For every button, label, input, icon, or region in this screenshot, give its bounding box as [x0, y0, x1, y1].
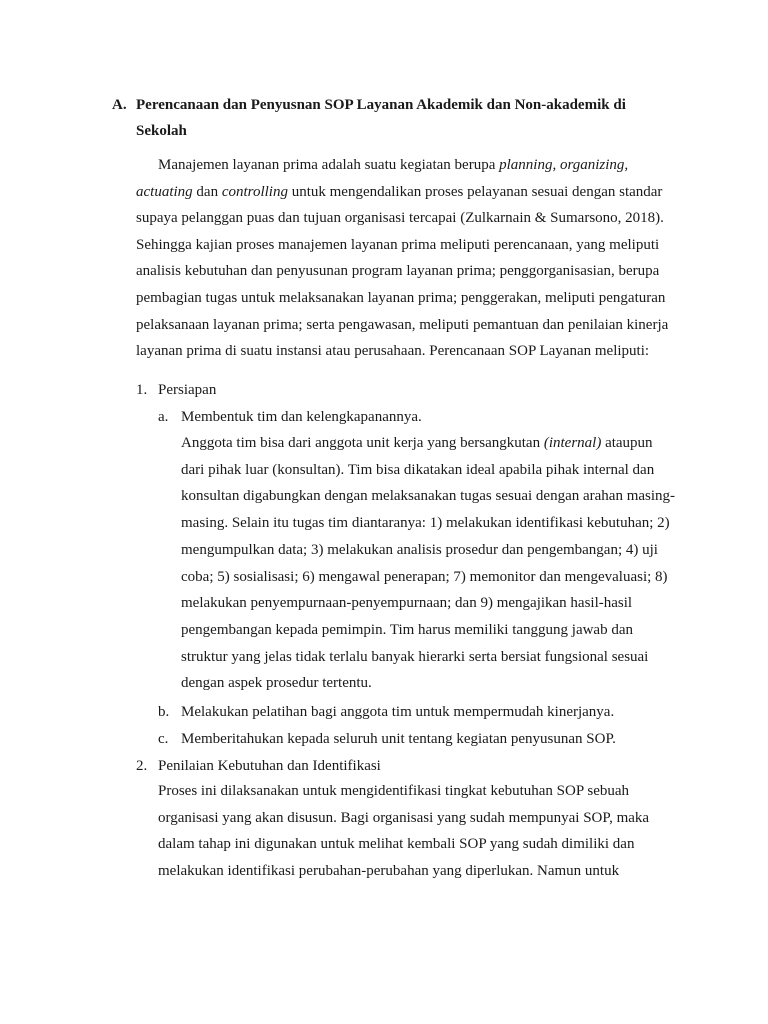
- sub-letter-b: b.: [158, 704, 170, 720]
- item2-line-2: organisasi yang akan disusun. Bagi organisasi yang sudah mempunyai SOP, maka: [158, 809, 650, 826]
- intro-line-6: pembagian tugas untuk melaksanakan layanan prima; penggerakan, meliputi pengaturan: [136, 289, 666, 306]
- sub-a-line-1-text: Anggota tim bisa dari anggota unit kerja yang bersangkutan: [181, 435, 544, 451]
- list-item-2-title: Penilaian Kebutuhan dan Identifikasi: [158, 758, 381, 774]
- intro-term-controlling: controlling: [221, 183, 288, 200]
- section-title-line-1: Perencanaan dan Penyusnan SOP Layanan Akademik dan Non-akademik di: [136, 97, 626, 113]
- sub-a-line-5: mengumpulkan data; 3) melakukan analisis prosedur dan pengembangan; 4) uji: [181, 541, 658, 558]
- intro-line-8: layanan prima di suatu instansi atau perusahaan. Perencanaan SOP Layanan meliputi:: [136, 343, 650, 360]
- sub-item-a-paragraph: [181, 430, 676, 697]
- item2-line-1: Proses ini dilaksanakan untuk mengidentifikasi tingkat kebutuhan SOP sebuah: [158, 783, 630, 799]
- sub-a-line-4: masing. Selain itu tugas tim diantaranya: 1) melakukan identifikasi kebutuhan; 2): [181, 515, 670, 532]
- section-title-line-2: Sekolah: [136, 123, 187, 139]
- list-number-2: 2.: [136, 758, 148, 774]
- item2-line-3: dalam tahap ini digunakan untuk melihat kembali SOP yang sudah dimiliki dan: [158, 836, 635, 853]
- sub-a-line-6: coba; 5) sosialisasi; 6) mengawal penerapan; 7) memonitor dan mengevaluasi; 8): [181, 568, 668, 585]
- intro-line-2: [136, 179, 670, 206]
- intro-term-actuating: actuating: [136, 183, 193, 200]
- sub-item-c-title: Memberitahukan kepada seluruh unit tentang kegiatan penyusunan SOP.: [181, 731, 616, 747]
- section-letter: A.: [112, 97, 127, 113]
- sub-item-b-title: Melakukan pelatihan bagi anggota tim untuk mempermudah kinerjanya.: [181, 704, 615, 720]
- sub-a-line-9: struktur yang jelas tidak terlalu banyak hierarki serta bersiat fungsional sesuai: [181, 648, 649, 665]
- sub-a-line-3: konsultan digabungkan dengan melaksanakan tugas sesuai dengan arahan masing-: [181, 488, 676, 505]
- sub-a-line-2: dari pihak luar (konsultan). Tim bisa dikatakan ideal apabila pihak internal dan: [181, 461, 655, 478]
- intro-line-1-italic: planning, organizing,: [499, 157, 629, 173]
- section-heading: [112, 92, 672, 144]
- sub-a-line-8: pengembangan kepada pemimpin. Tim harus memiliki tanggung jawab dan: [181, 621, 633, 638]
- list-item-2-paragraph: [158, 778, 670, 884]
- intro-line-2-and: dan: [192, 183, 222, 200]
- intro-line-3: supaya pelanggan puas dan tujuan organisasi tercapai (Zulkarnain & Sumarsono, 2018).: [136, 210, 664, 227]
- list-item-1-title: Persiapan: [158, 382, 217, 398]
- sub-item-a-title: Membentuk tim dan kelengkapanannya.: [181, 409, 422, 425]
- item2-line-4: melakukan identifikasi perubahan-perubahan yang diperlukan. Namun untuk: [158, 862, 620, 879]
- sub-a-line-1: [181, 430, 671, 457]
- intro-line-1: [136, 152, 670, 179]
- list-number-1: 1.: [136, 382, 148, 398]
- intro-line-5: analisis kebutuhan dan penyusunan program layanan prima; penggorganisasian, berupa: [136, 263, 660, 280]
- sub-letter-a: a.: [158, 409, 169, 425]
- intro-line-1-text: Manajemen layanan prima adalah suatu kegiatan berupa: [158, 157, 500, 173]
- intro-paragraph: [136, 152, 670, 365]
- intro-line-2-text: untuk mengendalikan proses pelayanan sesuai dengan standar: [287, 183, 663, 200]
- sub-a-term-internal: (internal): [543, 435, 602, 451]
- intro-line-4: Sehingga kajian proses manajemen layanan prima meliputi perencanaan, yang meliputi: [136, 236, 660, 253]
- intro-line-7: pelaksanaan layanan prima; serta pengawasan, meliputi pemantuan dan penilaian kinerja: [136, 316, 669, 333]
- sub-a-line-10: dengan aspek prosedur tertentu.: [181, 675, 372, 692]
- sub-a-line-7: melakukan penyempurnaan-penyempurnaan; dan 9) mengajikan hasil-hasil: [181, 595, 633, 612]
- sub-a-line-1-end: ataupun: [601, 435, 653, 451]
- sub-letter-c: c.: [158, 731, 169, 747]
